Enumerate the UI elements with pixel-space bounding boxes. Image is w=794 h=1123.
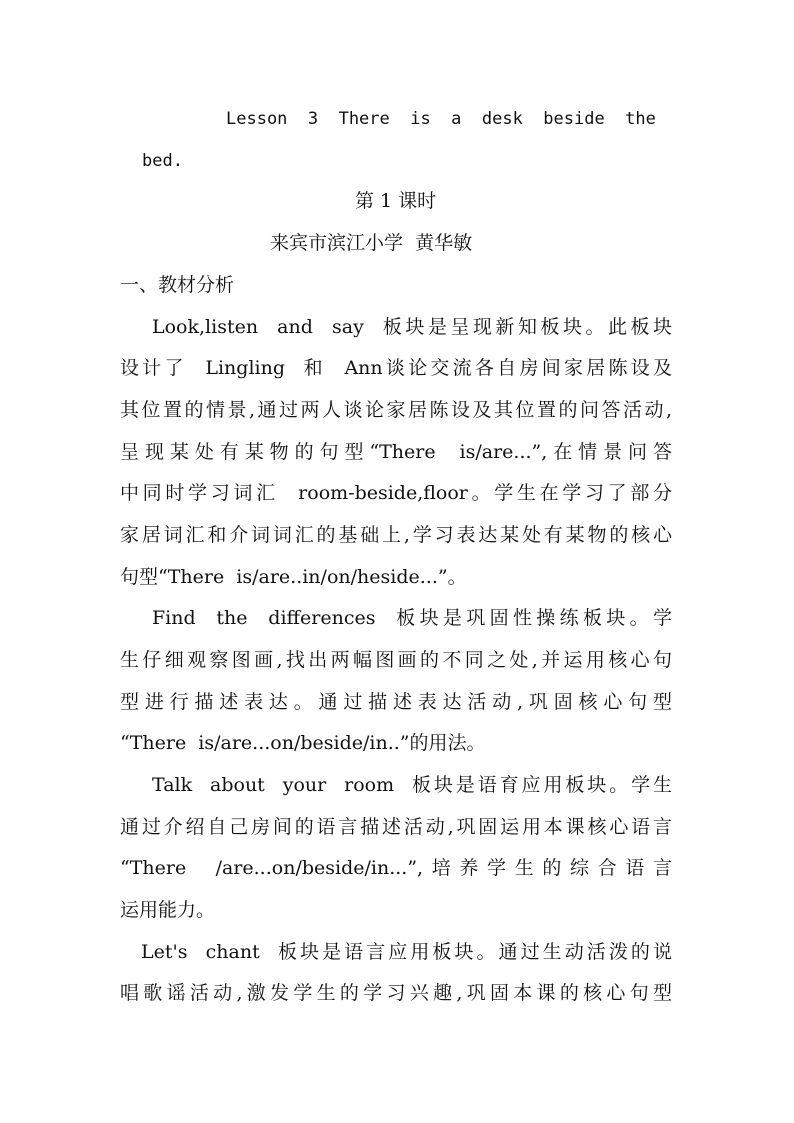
paragraph-1-line-1: Look,listen and say 板块是呈现新知板块。此板块 (152, 316, 672, 338)
paragraph-3-line-2: 通过介绍自己房间的语言描述活动,巩固运用本课核心语言 (120, 816, 672, 838)
lesson-title-line-1: Lesson 3 There is a desk beside the (226, 109, 656, 129)
paragraph-1-line-6: 家居词汇和介词词汇的基础上,学习表达某处有某物的核心 (120, 524, 672, 546)
paragraph-2-line-2: 生仔细观察图画,找出两幅图画的不同之处,并运用核心句 (120, 649, 672, 671)
paragraph-1-line-5: 中同时学习词汇 room-beside,floor。学生在学习了部分 (120, 482, 672, 504)
lesson-title-line-2: bed. (142, 151, 183, 171)
paragraph-4-line-2: 唱歌谣活动,激发学生的学习兴趣,巩固本课的核心句型 (120, 982, 672, 1004)
paragraph-4-line-1: Let's chant 板块是语言应用板块。通过生动活泼的说 (141, 941, 672, 963)
section-heading: 一、教材分析 (120, 274, 235, 296)
paragraph-2-line-1: Find the differences 板块是巩固性操练板块。学 (152, 607, 672, 629)
paragraph-3-line-1: Talk about your room 板块是语育应用板块。学生 (152, 774, 672, 796)
paragraph-2-line-3: 型进行描述表达。通过描述表达活动,巩固核心句型 (120, 691, 672, 713)
paragraph-1-line-2: 设计了 Lingling 和 Ann谈论交流各自房间家居陈设及 (120, 357, 672, 379)
paragraph-3-line-3: “There /are...on/beside/in...”,培养学生的综合语言 (120, 857, 672, 879)
paragraph-2-line-4: “There is/are...on/beside/in..”的用法。 (120, 732, 486, 754)
paragraph-1-line-4: 呈现某处有某物的句型“There is/are...”,在情景问答 (120, 441, 672, 463)
lesson-number: 第 1 课时 (355, 190, 437, 212)
paragraph-1-line-7: 句型“There is/are..in/on/heside...”。 (120, 566, 467, 588)
paragraph-1-line-3: 其位置的情景,通过两人谈论家居陈设及其位置的问答活动, (120, 399, 672, 421)
author-line: 来宾市滨江小学 黄华敏 (270, 232, 473, 254)
paragraph-3-line-4: 运用能力。 (120, 899, 216, 921)
